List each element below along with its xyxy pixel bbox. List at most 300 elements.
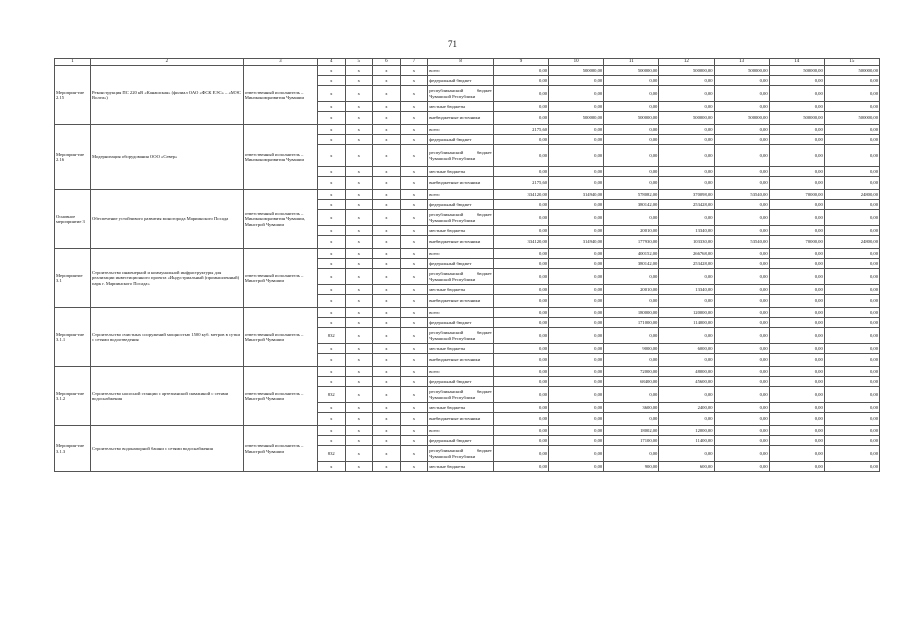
measure-name: Строительство очистных сооружений мощностью 1500 куб. метров в сутки с сетями водоотведения bbox=[91, 308, 244, 367]
funding-source: внебюджетные источники bbox=[428, 177, 494, 190]
amount-cell: 0,00 bbox=[714, 135, 769, 145]
amount-cell: 0,00 bbox=[493, 318, 548, 328]
classification-code: х bbox=[345, 295, 373, 308]
classification-code: х bbox=[373, 190, 401, 200]
table-row bbox=[55, 125, 880, 135]
amount-cell: 500000,00 bbox=[769, 112, 824, 125]
col-header: 4 bbox=[317, 59, 345, 66]
amount-cell: 0,00 bbox=[493, 285, 548, 295]
classification-code: х bbox=[400, 344, 428, 354]
amount-cell: 0,00 bbox=[769, 135, 824, 145]
classification-code: х bbox=[345, 285, 373, 295]
col-header: 10 bbox=[549, 59, 604, 66]
amount-cell: 114000,00 bbox=[659, 318, 714, 328]
amount-cell: 0,00 bbox=[824, 200, 879, 210]
classification-code: х bbox=[345, 318, 373, 328]
amount-cell: 0,00 bbox=[659, 177, 714, 190]
funding-source: внебюджетные источники bbox=[428, 354, 494, 367]
classification-code: х bbox=[317, 436, 345, 446]
classification-code: х bbox=[345, 446, 373, 462]
classification-code: х bbox=[317, 285, 345, 295]
amount-cell: 0,00 bbox=[493, 426, 548, 436]
funding-source: федеральный бюджет bbox=[428, 436, 494, 446]
amount-cell: 0,00 bbox=[714, 259, 769, 269]
amount-cell: 0,00 bbox=[549, 426, 604, 436]
amount-cell: 500000,00 bbox=[714, 66, 769, 76]
amount-cell: 0,00 bbox=[493, 210, 548, 226]
funding-source: федеральный бюджет bbox=[428, 135, 494, 145]
classification-code: х bbox=[373, 403, 401, 413]
amount-cell: 0,00 bbox=[659, 125, 714, 135]
amount-cell: 0,00 bbox=[769, 125, 824, 135]
table-row bbox=[55, 190, 880, 200]
amount-cell: 0,00 bbox=[769, 177, 824, 190]
amount-cell: 0,00 bbox=[493, 328, 548, 344]
classification-code: х bbox=[373, 413, 401, 426]
amount-cell: 68400,00 bbox=[604, 377, 659, 387]
table-row bbox=[55, 426, 880, 436]
funding-source: местные бюджеты bbox=[428, 285, 494, 295]
amount-cell: 11400,00 bbox=[659, 436, 714, 446]
classification-code: х bbox=[373, 135, 401, 145]
amount-cell: 0,00 bbox=[714, 328, 769, 344]
classification-code: х bbox=[345, 200, 373, 210]
col-header: 3 bbox=[243, 59, 317, 66]
measure-id: Мероприя-тие 3.1.1 bbox=[55, 308, 91, 367]
amount-cell: 0,00 bbox=[493, 387, 548, 403]
funding-source: федеральный бюджет bbox=[428, 318, 494, 328]
amount-cell: 0,00 bbox=[549, 446, 604, 462]
classification-code: х bbox=[345, 328, 373, 344]
classification-code: х bbox=[345, 210, 373, 226]
classification-code: х bbox=[373, 66, 401, 76]
measure-executor: ответственный исполнитель – Минстрой Чувашии bbox=[243, 367, 317, 426]
amount-cell: 177930,00 bbox=[604, 236, 659, 249]
amount-cell: 0,00 bbox=[824, 125, 879, 135]
classification-code: х bbox=[317, 76, 345, 86]
amount-cell: 0,00 bbox=[714, 177, 769, 190]
funding-source: республиканский бюджет Чувашской Республики bbox=[428, 210, 494, 226]
funding-source: федеральный бюджет bbox=[428, 200, 494, 210]
classification-code: х bbox=[317, 236, 345, 249]
classification-code: х bbox=[317, 403, 345, 413]
amount-cell: 0,00 bbox=[604, 76, 659, 86]
funding-source: всего bbox=[428, 125, 494, 135]
amount-cell: 0,00 bbox=[714, 377, 769, 387]
funding-table bbox=[54, 58, 880, 472]
amount-cell: 0,00 bbox=[824, 354, 879, 367]
classification-code: х bbox=[400, 66, 428, 76]
classification-code: х bbox=[317, 259, 345, 269]
measure-id: Мероприя-тие 2.15 bbox=[55, 66, 91, 125]
amount-cell: 0,00 bbox=[604, 328, 659, 344]
amount-cell: 0,00 bbox=[769, 76, 824, 86]
measure-id: Мероприя-тие 3.1.3 bbox=[55, 426, 91, 472]
amount-cell: 0,00 bbox=[659, 354, 714, 367]
classification-code: х bbox=[317, 210, 345, 226]
amount-cell: 0,00 bbox=[769, 285, 824, 295]
amount-cell: 20010,00 bbox=[604, 285, 659, 295]
funding-source: федеральный бюджет bbox=[428, 377, 494, 387]
classification-code: х bbox=[373, 259, 401, 269]
amount-cell: 0,00 bbox=[769, 167, 824, 177]
amount-cell: 500000,00 bbox=[604, 112, 659, 125]
classification-code: х bbox=[317, 190, 345, 200]
amount-cell: 0,00 bbox=[824, 344, 879, 354]
amount-cell: 0,00 bbox=[493, 102, 548, 112]
classification-code: х bbox=[345, 403, 373, 413]
amount-cell: 0,00 bbox=[493, 249, 548, 259]
amount-cell: 0,00 bbox=[604, 86, 659, 102]
measure-executor: ответственный исполнитель – Минстрой Чувашии bbox=[243, 308, 317, 367]
classification-code: х bbox=[373, 426, 401, 436]
amount-cell: 20010,00 bbox=[604, 226, 659, 236]
classification-code: х bbox=[345, 413, 373, 426]
amount-cell: 0,00 bbox=[493, 112, 548, 125]
amount-cell: 253428,00 bbox=[659, 259, 714, 269]
classification-code: х bbox=[400, 112, 428, 125]
amount-cell: 24800,00 bbox=[824, 236, 879, 249]
classification-code: х bbox=[400, 125, 428, 135]
amount-cell: 0,00 bbox=[549, 403, 604, 413]
amount-cell: 314940,00 bbox=[549, 190, 604, 200]
col-header: 1 bbox=[55, 59, 91, 66]
amount-cell: 0,00 bbox=[824, 446, 879, 462]
amount-cell: 0,00 bbox=[769, 426, 824, 436]
funding-source: внебюджетные источники bbox=[428, 295, 494, 308]
amount-cell: 500000,00 bbox=[549, 66, 604, 76]
classification-code: х bbox=[317, 167, 345, 177]
col-header: 6 bbox=[373, 59, 401, 66]
amount-cell: 0,00 bbox=[769, 210, 824, 226]
amount-cell: 0,00 bbox=[659, 145, 714, 167]
amount-cell: 0,00 bbox=[769, 145, 824, 167]
amount-cell: 17100,00 bbox=[604, 436, 659, 446]
amount-cell: 0,00 bbox=[824, 145, 879, 167]
classification-code: х bbox=[345, 269, 373, 285]
funding-source: республиканский бюджет Чувашской Республики bbox=[428, 145, 494, 167]
amount-cell: 900,00 bbox=[604, 462, 659, 472]
amount-cell: 0,00 bbox=[604, 387, 659, 403]
classification-code: х bbox=[345, 102, 373, 112]
amount-cell: 45600,00 bbox=[659, 377, 714, 387]
classification-code: х bbox=[317, 344, 345, 354]
amount-cell: 0,00 bbox=[824, 102, 879, 112]
amount-cell: 0,00 bbox=[493, 367, 548, 377]
amount-cell: 0,00 bbox=[714, 295, 769, 308]
amount-cell: 24800,00 bbox=[824, 190, 879, 200]
col-header: 9 bbox=[493, 59, 548, 66]
amount-cell: 0,00 bbox=[769, 377, 824, 387]
amount-cell: 0,00 bbox=[493, 259, 548, 269]
amount-cell: 2400,00 bbox=[659, 403, 714, 413]
amount-cell: 18002,00 bbox=[604, 426, 659, 436]
funding-source: внебюджетные источники bbox=[428, 236, 494, 249]
amount-cell: 0,00 bbox=[659, 210, 714, 226]
amount-cell: 3600,00 bbox=[604, 403, 659, 413]
classification-code: 832 bbox=[317, 387, 345, 403]
amount-cell: 53540,00 bbox=[714, 190, 769, 200]
amount-cell: 0,00 bbox=[714, 446, 769, 462]
amount-cell: 70000,00 bbox=[769, 236, 824, 249]
amount-cell: 314940,00 bbox=[549, 236, 604, 249]
classification-code: х bbox=[345, 462, 373, 472]
classification-code: х bbox=[373, 177, 401, 190]
classification-code: х bbox=[400, 318, 428, 328]
amount-cell: 0,00 bbox=[659, 413, 714, 426]
col-header: 13 bbox=[714, 59, 769, 66]
classification-code: х bbox=[317, 318, 345, 328]
classification-code: х bbox=[345, 76, 373, 86]
amount-cell: 9000,00 bbox=[604, 344, 659, 354]
amount-cell: 0,00 bbox=[824, 249, 879, 259]
classification-code: х bbox=[317, 145, 345, 167]
amount-cell: 578082,00 bbox=[604, 190, 659, 200]
amount-cell: 0,00 bbox=[549, 76, 604, 86]
classification-code: х bbox=[400, 102, 428, 112]
classification-code: х bbox=[373, 295, 401, 308]
classification-code: х bbox=[400, 413, 428, 426]
amount-cell: 0,00 bbox=[714, 86, 769, 102]
funding-source: республиканский бюджет Чувашской Республики bbox=[428, 269, 494, 285]
classification-code: х bbox=[400, 86, 428, 102]
funding-source: всего bbox=[428, 249, 494, 259]
measure-id: Мероприя-тие 2.16 bbox=[55, 125, 91, 190]
amount-cell: 171000,00 bbox=[604, 318, 659, 328]
amount-cell: 0,00 bbox=[604, 125, 659, 135]
amount-cell: 0,00 bbox=[604, 446, 659, 462]
classification-code: х bbox=[317, 354, 345, 367]
amount-cell: 0,00 bbox=[659, 102, 714, 112]
amount-cell: 0,00 bbox=[714, 269, 769, 285]
amount-cell: 500000,00 bbox=[604, 66, 659, 76]
funding-source: республиканский бюджет Чувашской Республики bbox=[428, 446, 494, 462]
amount-cell: 0,00 bbox=[659, 86, 714, 102]
classification-code: х bbox=[400, 426, 428, 436]
classification-code: х bbox=[345, 135, 373, 145]
amount-cell: 0,00 bbox=[493, 462, 548, 472]
amount-cell: 0,00 bbox=[824, 403, 879, 413]
classification-code: х bbox=[317, 66, 345, 76]
classification-code: х bbox=[317, 135, 345, 145]
amount-cell: 0,00 bbox=[549, 436, 604, 446]
amount-cell: 0,00 bbox=[769, 102, 824, 112]
classification-code: х bbox=[400, 377, 428, 387]
amount-cell: 500000,00 bbox=[549, 112, 604, 125]
amount-cell: 0,00 bbox=[493, 295, 548, 308]
funding-source: федеральный бюджет bbox=[428, 259, 494, 269]
classification-code: х bbox=[373, 112, 401, 125]
amount-cell: 0,00 bbox=[604, 135, 659, 145]
classification-code: х bbox=[400, 210, 428, 226]
amount-cell: 0,00 bbox=[769, 328, 824, 344]
amount-cell: 370098,00 bbox=[659, 190, 714, 200]
classification-code: х bbox=[373, 145, 401, 167]
amount-cell: 500000,00 bbox=[659, 112, 714, 125]
amount-cell: 0,00 bbox=[549, 354, 604, 367]
table-row bbox=[55, 308, 880, 318]
amount-cell: 0,00 bbox=[714, 344, 769, 354]
classification-code: х bbox=[345, 249, 373, 259]
amount-cell: 2175,60 bbox=[493, 125, 548, 135]
measure-executor: ответственный исполнитель – Минэкономразвития Чувашии bbox=[243, 125, 317, 190]
classification-code: х bbox=[373, 102, 401, 112]
classification-code: х bbox=[400, 285, 428, 295]
amount-cell: 0,00 bbox=[714, 413, 769, 426]
amount-cell: 0,00 bbox=[769, 308, 824, 318]
classification-code: х bbox=[400, 308, 428, 318]
amount-cell: 0,00 bbox=[824, 318, 879, 328]
classification-code: х bbox=[373, 236, 401, 249]
col-header: 11 bbox=[604, 59, 659, 66]
amount-cell: 0,00 bbox=[659, 76, 714, 86]
classification-code: х bbox=[317, 413, 345, 426]
classification-code: х bbox=[373, 344, 401, 354]
classification-code: х bbox=[400, 135, 428, 145]
classification-code: х bbox=[373, 387, 401, 403]
amount-cell: 180000,00 bbox=[604, 308, 659, 318]
amount-cell: 2175,60 bbox=[493, 177, 548, 190]
classification-code: х bbox=[400, 259, 428, 269]
funding-source: внебюджетные источники bbox=[428, 413, 494, 426]
amount-cell: 0,00 bbox=[659, 135, 714, 145]
amount-cell: 0,00 bbox=[604, 210, 659, 226]
classification-code: х bbox=[373, 86, 401, 102]
amount-cell: 0,00 bbox=[769, 436, 824, 446]
amount-cell: 0,00 bbox=[714, 167, 769, 177]
amount-cell: 0,00 bbox=[549, 210, 604, 226]
amount-cell: 0,00 bbox=[769, 226, 824, 236]
amount-cell: 53540,00 bbox=[714, 236, 769, 249]
amount-cell: 0,00 bbox=[824, 135, 879, 145]
amount-cell: 13340,00 bbox=[659, 226, 714, 236]
measure-name: Обеспечение устойчивого развития моногорода Мариинского Посада bbox=[91, 190, 244, 249]
amount-cell: 0,00 bbox=[493, 446, 548, 462]
amount-cell: 0,00 bbox=[493, 86, 548, 102]
amount-cell: 0,00 bbox=[769, 403, 824, 413]
amount-cell: 500000,00 bbox=[824, 112, 879, 125]
classification-code: х bbox=[373, 367, 401, 377]
classification-code: х bbox=[317, 125, 345, 135]
classification-code: х bbox=[400, 177, 428, 190]
col-header: 7 bbox=[400, 59, 428, 66]
amount-cell: 0,00 bbox=[549, 308, 604, 318]
classification-code: х bbox=[345, 259, 373, 269]
classification-code: х bbox=[317, 200, 345, 210]
table-row bbox=[55, 367, 880, 377]
classification-code: х bbox=[373, 436, 401, 446]
classification-code: х bbox=[400, 190, 428, 200]
classification-code: 832 bbox=[317, 328, 345, 344]
funding-source: республиканский бюджет Чувашской Республики bbox=[428, 387, 494, 403]
amount-cell: 0,00 bbox=[549, 269, 604, 285]
amount-cell: 0,00 bbox=[714, 354, 769, 367]
amount-cell: 0,00 bbox=[549, 328, 604, 344]
amount-cell: 0,00 bbox=[769, 249, 824, 259]
amount-cell: 0,00 bbox=[714, 76, 769, 86]
amount-cell: 0,00 bbox=[604, 295, 659, 308]
classification-code: х bbox=[317, 112, 345, 125]
amount-cell: 0,00 bbox=[824, 413, 879, 426]
measure-name: Строительство насосной станции с артезианской скважиной с сетями водоснабжения bbox=[91, 367, 244, 426]
classification-code: 832 bbox=[317, 446, 345, 462]
amount-cell: 0,00 bbox=[493, 354, 548, 367]
amount-cell: 0,00 bbox=[824, 285, 879, 295]
amount-cell: 0,00 bbox=[769, 387, 824, 403]
amount-cell: 0,00 bbox=[714, 387, 769, 403]
classification-code: х bbox=[317, 377, 345, 387]
classification-code: х bbox=[373, 200, 401, 210]
measure-executor: ответственный исполнитель – Минэкономразвития Чувашии, Минстрой Чувашии bbox=[243, 190, 317, 249]
classification-code: х bbox=[373, 210, 401, 226]
amount-cell: 600,00 bbox=[659, 462, 714, 472]
amount-cell: 0,00 bbox=[824, 295, 879, 308]
page-number: 71 bbox=[448, 39, 457, 49]
amount-cell: 500000,00 bbox=[714, 112, 769, 125]
amount-cell: 400152,00 bbox=[604, 249, 659, 259]
classification-code: х bbox=[345, 436, 373, 446]
table-row bbox=[55, 66, 880, 76]
amount-cell: 0,00 bbox=[769, 354, 824, 367]
amount-cell: 0,00 bbox=[769, 86, 824, 102]
classification-code: х bbox=[317, 249, 345, 259]
classification-code: х bbox=[317, 269, 345, 285]
funding-source: всего bbox=[428, 308, 494, 318]
amount-cell: 0,00 bbox=[493, 308, 548, 318]
funding-source: всего bbox=[428, 66, 494, 76]
measure-executor: ответственный исполнитель – Минстрой Чувашии bbox=[243, 249, 317, 308]
measure-name: Строительство инженерной и коммунальной инфраструктуры для реализации инвестиционного проекта «Индустриальный (промышленный) парк г. Мариинского Посада» bbox=[91, 249, 244, 308]
amount-cell: 0,00 bbox=[604, 167, 659, 177]
col-header: 8 bbox=[428, 59, 494, 66]
classification-code: х bbox=[317, 226, 345, 236]
amount-cell: 0,00 bbox=[714, 226, 769, 236]
classification-code: х bbox=[345, 112, 373, 125]
classification-code: х bbox=[345, 125, 373, 135]
amount-cell: 0,00 bbox=[769, 462, 824, 472]
amount-cell: 0,00 bbox=[714, 426, 769, 436]
amount-cell: 72000,00 bbox=[604, 367, 659, 377]
amount-cell: 0,00 bbox=[824, 269, 879, 285]
col-header: 2 bbox=[91, 59, 244, 66]
classification-code: х bbox=[373, 249, 401, 259]
classification-code: х bbox=[345, 377, 373, 387]
amount-cell: 0,00 bbox=[659, 328, 714, 344]
amount-cell: 12000,00 bbox=[659, 426, 714, 436]
amount-cell: 0,00 bbox=[604, 269, 659, 285]
amount-cell: 0,00 bbox=[824, 259, 879, 269]
amount-cell: 0,00 bbox=[549, 167, 604, 177]
amount-cell: 0,00 bbox=[549, 200, 604, 210]
amount-cell: 0,00 bbox=[824, 377, 879, 387]
classification-code: х bbox=[317, 295, 345, 308]
classification-code: х bbox=[345, 190, 373, 200]
amount-cell: 0,00 bbox=[824, 387, 879, 403]
amount-cell: 253428,00 bbox=[659, 200, 714, 210]
table-body bbox=[55, 59, 880, 472]
measure-id: Мероприятие 3.1 bbox=[55, 249, 91, 308]
amount-cell: 500000,00 bbox=[769, 66, 824, 76]
column-number-row bbox=[55, 59, 880, 66]
classification-code: х bbox=[400, 328, 428, 344]
amount-cell: 0,00 bbox=[549, 462, 604, 472]
amount-cell: 0,00 bbox=[549, 387, 604, 403]
amount-cell: 13340,00 bbox=[659, 285, 714, 295]
amount-cell: 0,00 bbox=[493, 135, 548, 145]
measure-name: Строительство водонапорной башни с сетями водоснабжения bbox=[91, 426, 244, 472]
measure-executor: ответственный исполнитель – Минстрой Чувашии bbox=[243, 426, 317, 472]
classification-code: х bbox=[317, 86, 345, 102]
